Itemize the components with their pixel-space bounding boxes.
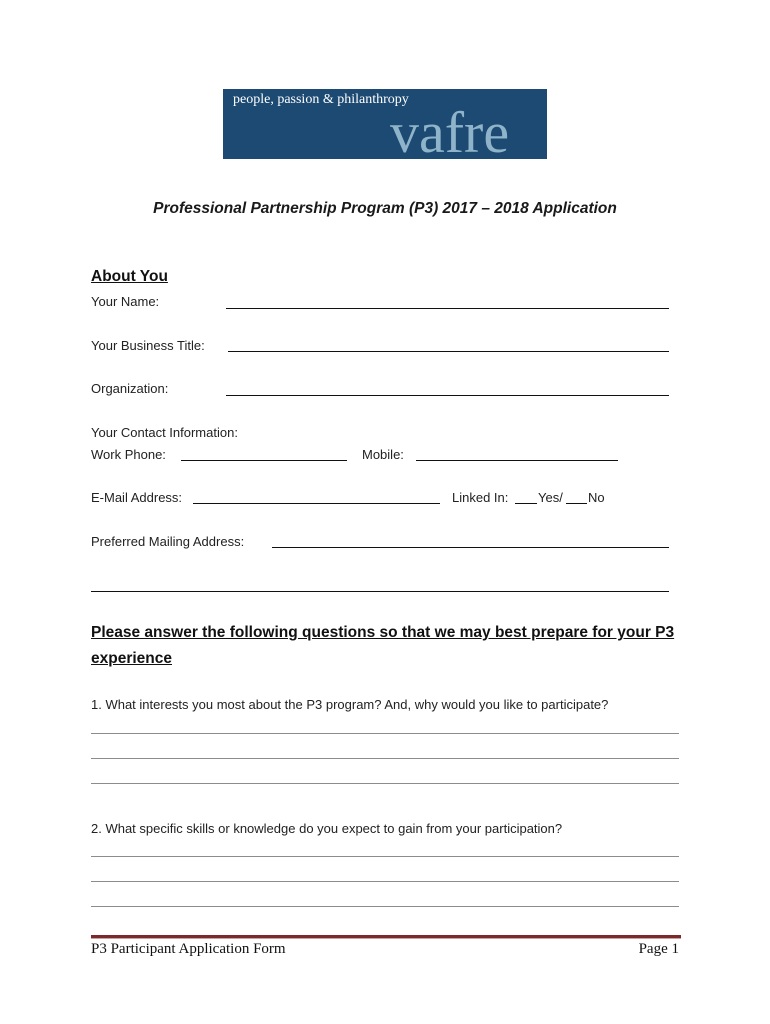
linkedin-no-blank[interactable] [566,503,587,504]
linkedin-yes-label: Yes/ [538,490,563,505]
vafre-logo [223,89,547,159]
email-field[interactable] [193,503,440,504]
mobile-field[interactable] [416,460,618,461]
questions-heading: Please answer the following questions so that we may best prepare for your P3 experience [91,624,675,667]
question-2-answer-line[interactable] [91,856,679,857]
email-label: E-Mail Address: [91,490,183,505]
logo-tagline: people, passion & philanthropy [233,92,409,107]
mailing-address-label: Preferred Mailing Address: [91,534,245,549]
footer-rule [91,935,681,939]
linkedin-no-label: No [588,490,605,505]
about-you-heading: About You [91,268,168,285]
footer-page-number: Page 1 [638,941,679,957]
mailing-address-field[interactable] [272,547,669,548]
your-name-field[interactable] [226,308,669,309]
work-phone-label: Work Phone: [91,447,166,462]
work-phone-field[interactable] [181,460,347,461]
question-1-answer-line[interactable] [91,758,679,759]
footer-form-name: P3 Participant Application Form [91,941,286,957]
business-title-label: Your Business Title: [91,338,205,353]
linkedin-yes-blank[interactable] [515,503,537,504]
logo-wordmark: vafre [390,100,510,159]
linkedin-label: Linked In: [452,490,509,505]
mobile-label: Mobile: [362,447,404,462]
question-2-answer-line[interactable] [91,906,679,907]
mailing-address-field-line-2[interactable] [91,591,669,592]
question-2: 2. What specific skills or knowledge do you expect to gain from your participation? [91,821,563,836]
business-title-field[interactable] [228,351,669,352]
your-name-label: Your Name: [91,294,160,309]
question-1-answer-line[interactable] [91,783,679,784]
contact-information-label: Your Contact Information: [91,425,238,440]
question-1-answer-line[interactable] [91,733,679,734]
question-2-answer-line[interactable] [91,881,679,882]
organization-label: Organization: [91,381,169,396]
question-1: 1. What interests you most about the P3 program? And, why would you like to participate? [91,697,609,712]
document-title: Professional Partnership Program (P3) 2017 – 2018 Application [153,200,617,217]
organization-field[interactable] [226,395,669,396]
